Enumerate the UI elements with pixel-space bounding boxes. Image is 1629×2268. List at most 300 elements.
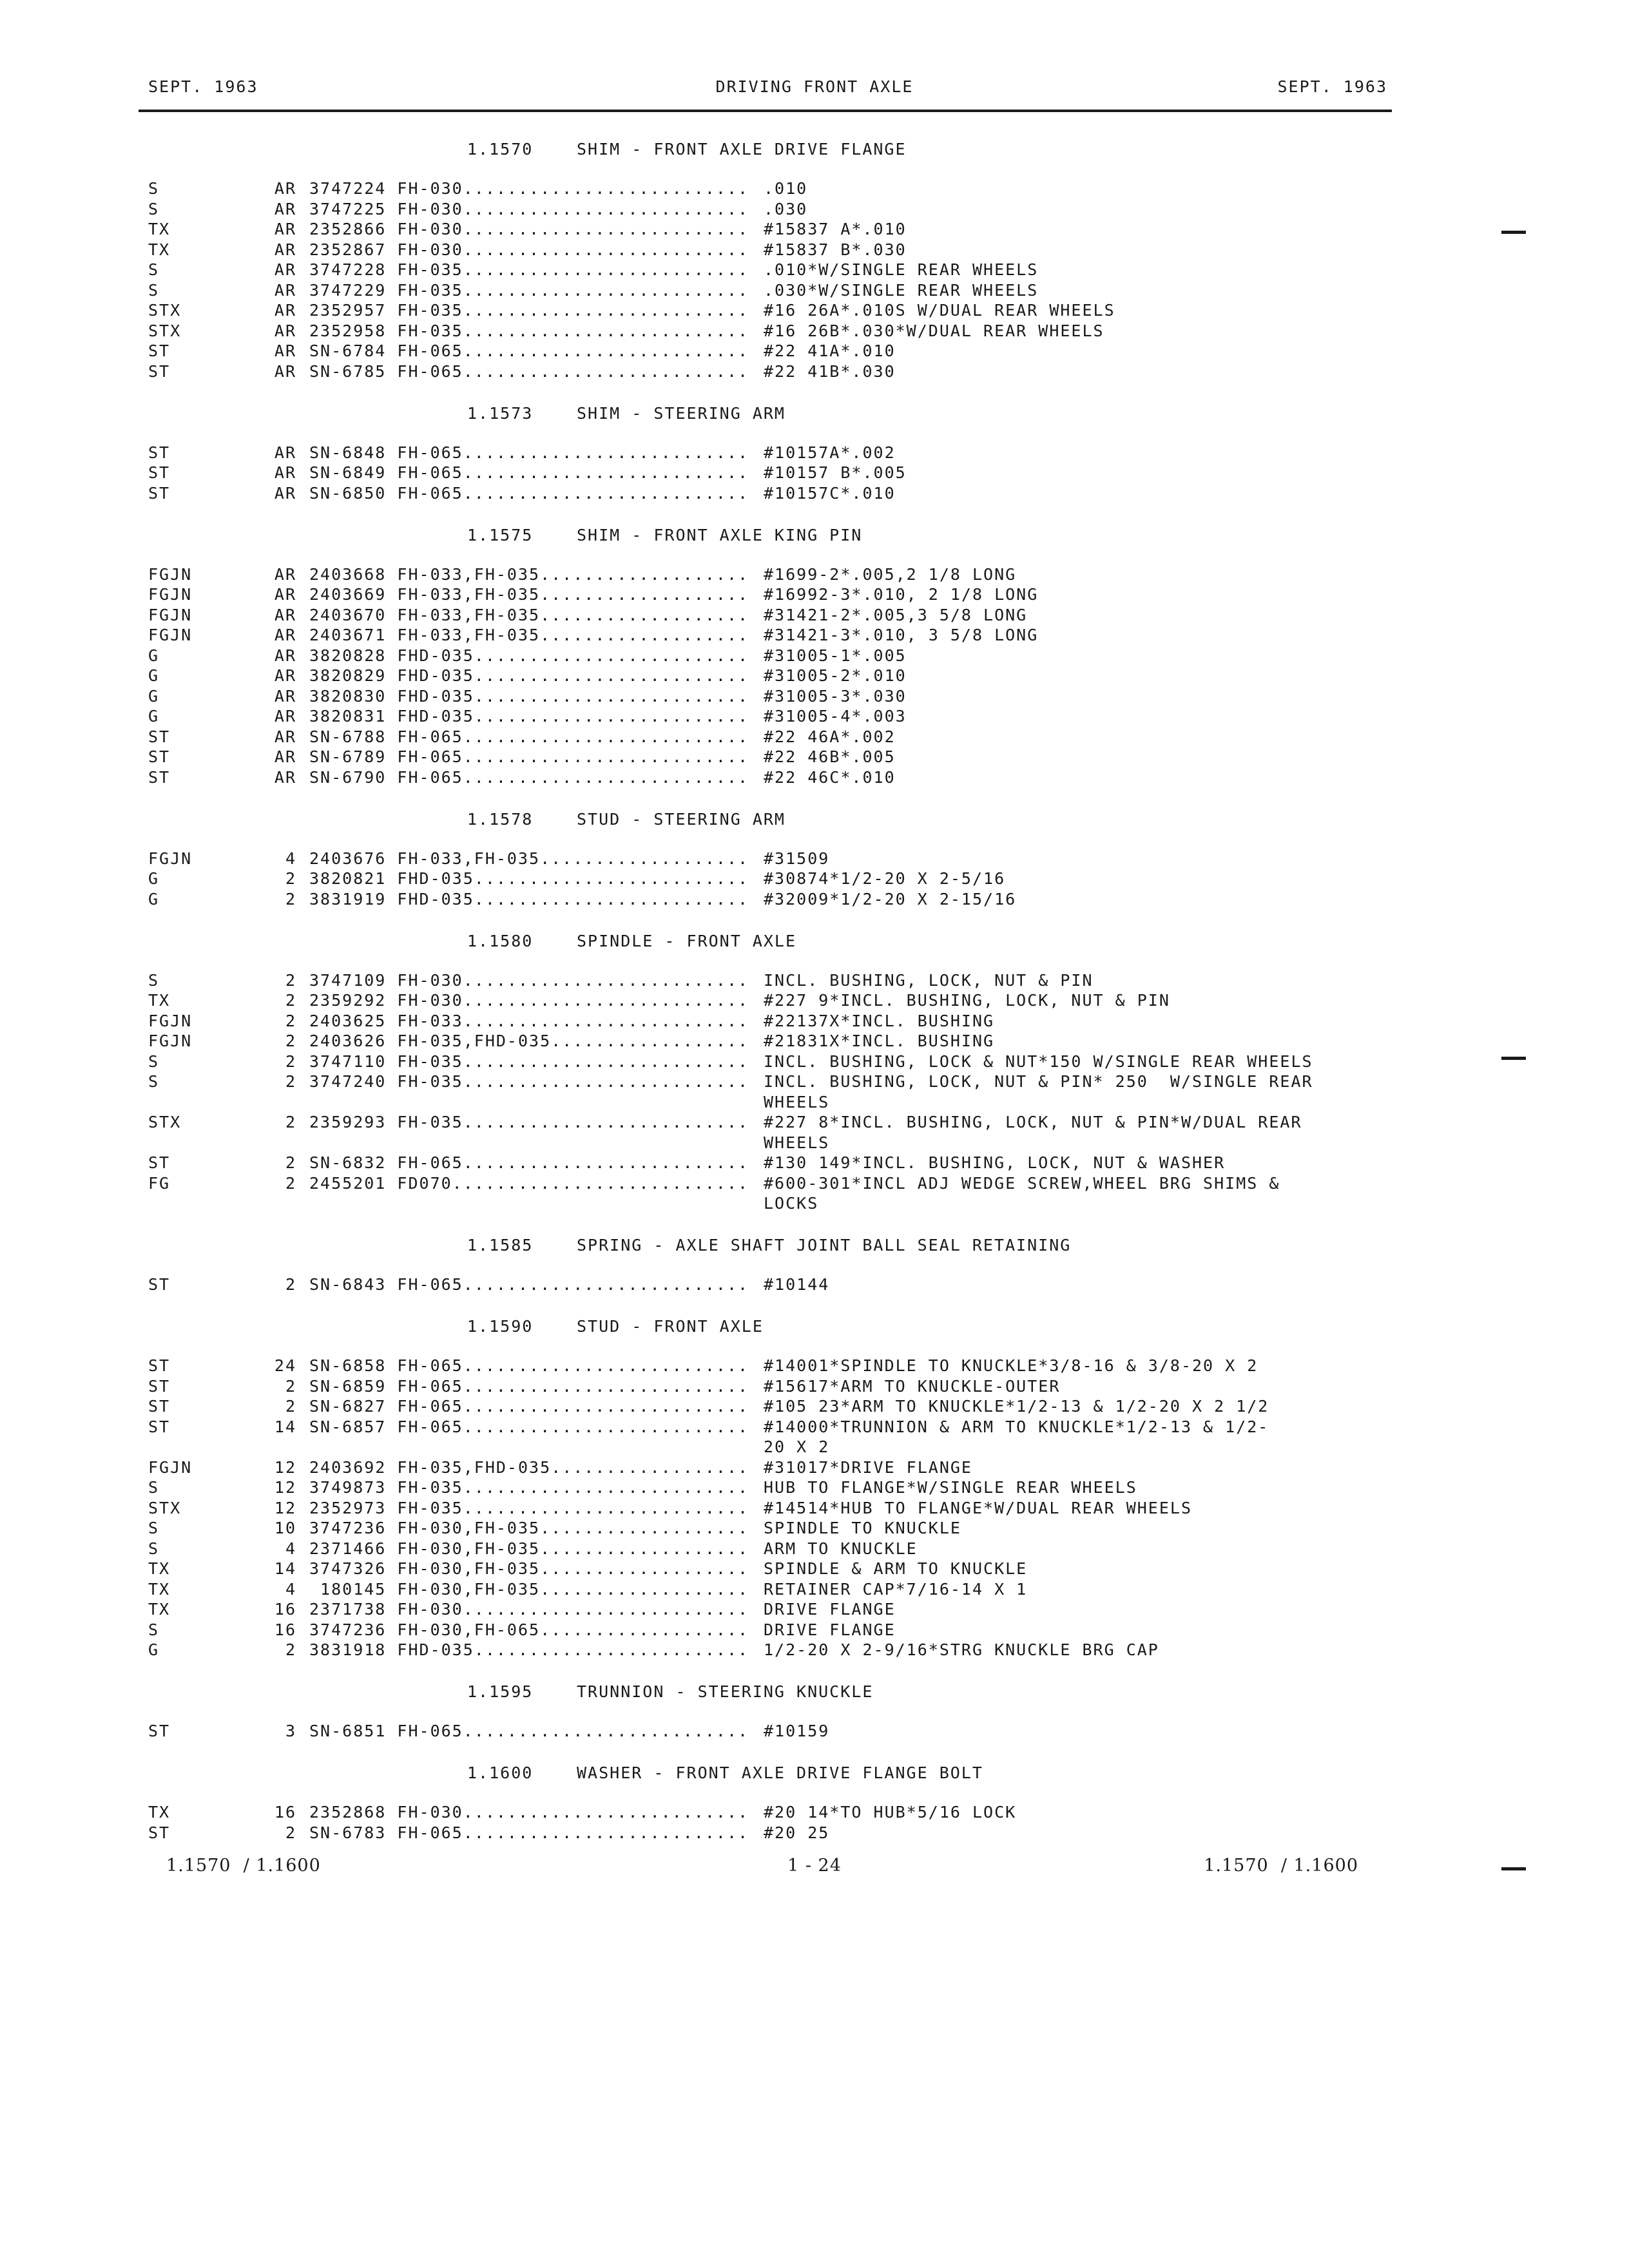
part-row: [0, 300, 1629, 321]
part-description: #130 149*INCL. BUSHING, LOCK, NUT & WASHER: [764, 1153, 1226, 1172]
section-spacer: [0, 787, 1629, 808]
quantity: AR: [274, 564, 296, 584]
quantity: 2: [285, 1173, 296, 1193]
part-description: ARM TO KNUCKLE: [764, 1539, 918, 1558]
section-heading: [0, 402, 1629, 443]
quantity: 4: [285, 1539, 296, 1558]
model-code: S: [148, 260, 160, 279]
part-number-text: 2359292 FH-030: [309, 991, 463, 1010]
leader-dots: .........................: [474, 666, 749, 685]
leader-dots: ..........................: [463, 260, 749, 279]
part-number: [309, 1559, 749, 1579]
model-code: FGJN: [148, 849, 193, 868]
leader-dots: ..........................: [463, 1823, 749, 1842]
section-title: SPINDLE - FRONT AXLE: [577, 931, 797, 950]
part-number: [309, 219, 749, 240]
part-number-text: SN-6848 FH-065: [309, 443, 463, 462]
part-row: [0, 483, 1629, 504]
header-date-left: SEPT. 1963: [148, 77, 258, 96]
part-number: [309, 605, 749, 626]
section-number: 1.1573: [467, 403, 534, 423]
model-code: STX: [148, 1113, 182, 1131]
part-description: HUB TO FLANGE*W/SINGLE REAR WHEELS: [764, 1478, 1137, 1497]
section-title: WASHER - FRONT AXLE DRIVE FLANGE BOLT: [577, 1763, 983, 1782]
part-description: DRIVE FLANGE: [764, 1620, 896, 1639]
quantity: 24: [274, 1356, 296, 1375]
quantity: 14: [274, 1417, 296, 1436]
part-row: [0, 727, 1629, 747]
model-code: G: [148, 686, 160, 706]
part-number-text: 3831918 FHD-035: [309, 1640, 474, 1659]
part-number-text: SN-6788 FH-065: [309, 727, 463, 746]
quantity: AR: [274, 605, 296, 624]
model-code: ST: [148, 1376, 171, 1396]
part-row: [0, 767, 1629, 788]
section-title: SPRING - AXLE SHAFT JOINT BALL SEAL RETAINING: [577, 1236, 1072, 1254]
section-number: 1.1575: [467, 525, 534, 544]
part-number: [309, 1579, 749, 1600]
leader-dots: ..........................: [463, 280, 749, 300]
part-row: [0, 1376, 1629, 1397]
leader-dots: ..................: [551, 1457, 749, 1477]
leader-dots: ..........................: [463, 1803, 749, 1821]
part-description: #16 26A*.010S W/DUAL REAR WHEELS: [764, 301, 1115, 320]
model-code: ST: [148, 1417, 171, 1436]
part-number-text: SN-6785 FH-065: [309, 361, 463, 381]
leader-dots: ...................: [540, 1539, 749, 1558]
section-spacer: [0, 381, 1629, 402]
part-description: #600-301*INCL ADJ WEDGE SCREW,WHEEL BRG SHIMS &: [764, 1173, 1280, 1193]
part-row: [0, 849, 1629, 869]
part-number: [309, 463, 749, 483]
part-description-cont: WHEELS: [764, 1133, 830, 1152]
leader-dots: ..........................: [463, 483, 749, 503]
section-title: SHIM - STEERING ARM: [577, 403, 786, 423]
part-description: #10159: [764, 1722, 830, 1740]
part-number-text: SN-6790 FH-065: [309, 767, 463, 787]
part-row: [0, 1072, 1629, 1092]
part-number-text: 2403626 FH-035,FHD-035: [309, 1032, 552, 1050]
leader-dots: ...........................: [452, 1173, 749, 1193]
part-row: [0, 970, 1629, 991]
part-row: [0, 584, 1629, 605]
part-row: [0, 443, 1629, 463]
leader-dots: ...................: [540, 564, 749, 584]
leader-dots: ..........................: [463, 321, 749, 340]
part-number-text: 2403668 FH-033,FH-035: [309, 564, 541, 584]
description-continuation: [0, 1092, 1629, 1113]
part-number: [309, 625, 749, 646]
part-number: [309, 666, 749, 686]
quantity: 2: [285, 1376, 296, 1396]
part-description: #31005-3*.030: [764, 686, 907, 706]
part-row: [0, 280, 1629, 301]
part-number-text: SN-6850 FH-065: [309, 483, 463, 503]
part-row: [0, 1823, 1629, 1843]
part-row: [0, 646, 1629, 666]
footer-page-number: 1 - 24: [787, 1856, 842, 1876]
section-heading: [0, 524, 1629, 564]
part-row: [0, 1498, 1629, 1519]
leader-dots: ...................: [540, 849, 749, 868]
leader-dots: ...................: [540, 605, 749, 624]
part-description: #16992-3*.010, 2 1/8 LONG: [764, 585, 1039, 604]
part-number-text: 3820830 FHD-035: [309, 686, 474, 706]
part-row: [0, 1112, 1629, 1133]
quantity: 2: [285, 869, 296, 888]
part-number: [309, 260, 749, 280]
quantity: AR: [274, 280, 296, 300]
part-number: [309, 1539, 749, 1559]
model-code: ST: [148, 1275, 171, 1294]
parts-section: [0, 1234, 1629, 1315]
quantity: 12: [274, 1498, 296, 1517]
section-heading: [0, 1234, 1629, 1274]
part-number-text: 3747240 FH-035: [309, 1072, 463, 1091]
leader-dots: ..........................: [463, 240, 749, 259]
part-number: [309, 443, 749, 463]
model-code: FGJN: [148, 605, 193, 624]
part-row: [0, 747, 1629, 767]
part-description: INCL. BUSHING, LOCK, NUT & PIN: [764, 970, 1094, 990]
model-code: FG: [148, 1173, 171, 1193]
leader-dots: ..........................: [463, 1397, 749, 1416]
leader-dots: .........................: [474, 869, 749, 888]
part-number: [309, 1620, 749, 1640]
leader-dots: ...................: [540, 1559, 749, 1578]
margin-mark: [1501, 231, 1526, 234]
quantity: AR: [274, 626, 296, 644]
leader-dots: ..........................: [463, 970, 749, 990]
part-number: [309, 1376, 749, 1397]
part-number-text: 2359293 FH-035: [309, 1113, 463, 1131]
section-heading: [0, 1315, 1629, 1356]
quantity: 4: [285, 849, 296, 868]
section-heading: [0, 138, 1629, 178]
section-number: 1.1578: [467, 809, 534, 829]
part-number-text: 2403625 FH-033: [309, 1011, 463, 1030]
part-number-text: 3747228 FH-035: [309, 260, 463, 279]
quantity: 2: [285, 991, 296, 1010]
part-number: [309, 706, 749, 727]
model-code: ST: [148, 767, 171, 787]
part-row: [0, 1457, 1629, 1478]
part-number-text: 2352866 FH-030: [309, 220, 463, 238]
leader-dots: ..........................: [463, 1498, 749, 1517]
leader-dots: ..........................: [463, 220, 749, 238]
parts-section: [0, 1315, 1629, 1680]
part-description: .010: [764, 179, 808, 198]
part-description: #30874*1/2-20 X 2-5/16: [764, 869, 1006, 888]
model-code: TX: [148, 991, 171, 1010]
part-description: #1699-2*.005,2 1/8 LONG: [764, 564, 1017, 584]
quantity: AR: [274, 666, 296, 685]
section-spacer: [0, 1295, 1629, 1316]
model-code: G: [148, 889, 160, 908]
quantity: AR: [274, 707, 296, 726]
leader-dots: ...................: [540, 1519, 749, 1537]
part-description: .030*W/SINGLE REAR WHEELS: [764, 280, 1039, 300]
part-description: #21831X*INCL. BUSHING: [764, 1032, 995, 1050]
quantity: 16: [274, 1600, 296, 1619]
model-code: ST: [148, 443, 171, 462]
part-number: [309, 1052, 749, 1072]
model-code: FGJN: [148, 1032, 193, 1050]
leader-dots: ...................: [540, 1579, 749, 1599]
part-row: [0, 1011, 1629, 1032]
part-row: [0, 666, 1629, 686]
part-number: [309, 240, 749, 260]
section-title: TRUNNION - STEERING KNUCKLE: [577, 1682, 874, 1701]
model-code: FGJN: [148, 1011, 193, 1030]
part-number: [309, 1356, 749, 1376]
part-row: [0, 1620, 1629, 1640]
part-row: [0, 463, 1629, 483]
parts-section: [0, 808, 1629, 930]
part-description: #10144: [764, 1275, 830, 1294]
model-code: FGJN: [148, 564, 193, 584]
part-number: [309, 1417, 749, 1437]
model-code: TX: [148, 1803, 171, 1821]
model-code: STX: [148, 321, 182, 340]
model-code: STX: [148, 1498, 182, 1517]
part-number-text: SN-6859 FH-065: [309, 1376, 463, 1396]
model-code: G: [148, 1640, 160, 1659]
part-number: [309, 1153, 749, 1173]
part-number: [309, 1498, 749, 1519]
part-number-text: SN-6784 FH-065: [309, 341, 463, 360]
parts-section: [0, 138, 1629, 402]
part-number: [309, 1518, 749, 1539]
section-heading: [0, 808, 1629, 849]
section-spacer: [0, 503, 1629, 524]
model-code: ST: [148, 1356, 171, 1375]
part-number: [309, 1274, 749, 1295]
model-code: ST: [148, 361, 171, 381]
part-row: [0, 889, 1629, 910]
quantity: AR: [274, 585, 296, 604]
model-code: ST: [148, 341, 171, 360]
part-row: [0, 1721, 1629, 1742]
model-code: S: [148, 970, 160, 990]
parts-section: [0, 402, 1629, 524]
part-description: 1/2-20 X 2-9/16*STRG KNUCKLE BRG CAP: [764, 1640, 1159, 1659]
part-number-text: 2403671 FH-033,FH-035: [309, 626, 541, 644]
part-number: [309, 1457, 749, 1478]
leader-dots: ..........................: [463, 361, 749, 381]
part-number-text: 3747229 FH-035: [309, 280, 463, 300]
leader-dots: ..........................: [463, 443, 749, 462]
part-description: #31005-1*.005: [764, 646, 907, 665]
part-row: [0, 990, 1629, 1011]
section-number: 1.1570: [467, 140, 534, 159]
part-row: [0, 219, 1629, 240]
model-code: TX: [148, 220, 171, 238]
part-description: .030: [764, 199, 808, 218]
part-number-text: 2403669 FH-033,FH-035: [309, 585, 541, 604]
quantity: 2: [285, 1011, 296, 1030]
leader-dots: ..........................: [463, 1153, 749, 1172]
quantity: AR: [274, 767, 296, 787]
margin-mark: [1501, 1867, 1526, 1870]
part-row: [0, 321, 1629, 341]
quantity: AR: [274, 321, 296, 340]
part-description: RETAINER CAP*7/16-14 X 1: [764, 1579, 1028, 1599]
leader-dots: ...................: [540, 585, 749, 604]
model-code: S: [148, 1519, 160, 1537]
part-description: #105 23*ARM TO KNUCKLE*1/2-13 & 1/2-20 X 2 1/2: [764, 1397, 1269, 1416]
part-number: [309, 1477, 749, 1498]
header-date-right: SEPT. 1963: [1277, 77, 1387, 96]
part-description: #16 26B*.030*W/DUAL REAR WHEELS: [764, 321, 1104, 340]
part-row: [0, 1356, 1629, 1376]
part-row: [0, 1417, 1629, 1437]
leader-dots: ..........................: [463, 1356, 749, 1375]
part-number: [309, 584, 749, 605]
parts-section: [0, 930, 1629, 1235]
quantity: 2: [285, 1052, 296, 1071]
part-number: [309, 280, 749, 301]
leader-dots: ..........................: [463, 1113, 749, 1131]
leader-dots: ..........................: [463, 991, 749, 1010]
section-title: STUD - STEERING ARM: [577, 809, 786, 829]
leader-dots: ..................: [551, 1032, 749, 1050]
section-title: STUD - FRONT AXLE: [577, 1317, 764, 1336]
model-code: ST: [148, 1823, 171, 1842]
quantity: 12: [274, 1478, 296, 1497]
quantity: AR: [274, 747, 296, 766]
quantity: 14: [274, 1559, 296, 1578]
quantity: 4: [285, 1579, 296, 1599]
part-number-text: 3747326 FH-030,FH-035: [309, 1559, 541, 1578]
part-description: #22 46B*.005: [764, 747, 896, 766]
part-description: INCL. BUSHING, LOCK, NUT & PIN* 250 W/SINGLE REAR: [764, 1072, 1313, 1091]
model-code: S: [148, 280, 160, 300]
part-number-text: 2403676 FH-033,FH-035: [309, 849, 541, 868]
part-number: [309, 564, 749, 585]
part-description: #22137X*INCL. BUSHING: [764, 1011, 995, 1030]
part-number-text: 3747109 FH-030: [309, 970, 463, 990]
quantity: 10: [274, 1519, 296, 1537]
part-number: [309, 1640, 749, 1660]
leader-dots: ..........................: [463, 341, 749, 360]
part-description: SPINDLE TO KNUCKLE: [764, 1519, 961, 1537]
part-row: [0, 361, 1629, 382]
part-number-text: 2371738 FH-030: [309, 1600, 463, 1619]
part-number: [309, 646, 749, 666]
model-code: ST: [148, 483, 171, 503]
part-description: #22 46C*.010: [764, 767, 896, 787]
part-number-text: 3747110 FH-035: [309, 1052, 463, 1071]
part-description: DRIVE FLANGE: [764, 1600, 896, 1619]
quantity: AR: [274, 646, 296, 665]
part-number-text: SN-6789 FH-065: [309, 747, 463, 766]
parts-section: [0, 524, 1629, 808]
part-number-text: SN-6849 FH-065: [309, 463, 463, 482]
quantity: AR: [274, 240, 296, 259]
part-number: [309, 361, 749, 382]
part-number-text: SN-6857 FH-065: [309, 1417, 463, 1436]
leader-dots: ...................: [540, 626, 749, 644]
part-number-text: 3820828 FHD-035: [309, 646, 474, 665]
part-description: #15837 A*.010: [764, 220, 907, 238]
part-description: #31005-4*.003: [764, 707, 907, 726]
part-row: [0, 1153, 1629, 1173]
quantity: 2: [285, 1640, 296, 1659]
section-title: SHIM - FRONT AXLE DRIVE FLANGE: [577, 140, 907, 159]
quantity: AR: [274, 361, 296, 381]
model-code: ST: [148, 463, 171, 482]
leader-dots: .........................: [474, 707, 749, 726]
part-description: #14514*HUB TO FLANGE*W/DUAL REAR WHEELS: [764, 1498, 1192, 1517]
part-description: #20 14*TO HUB*5/16 LOCK: [764, 1803, 1017, 1821]
part-number-text: 3749873 FH-035: [309, 1478, 463, 1497]
section-heading: [0, 1680, 1629, 1721]
quantity: AR: [274, 179, 296, 198]
part-number: [309, 1011, 749, 1032]
part-row: [0, 1579, 1629, 1600]
part-number: [309, 1072, 749, 1092]
part-row: [0, 1559, 1629, 1579]
part-description: #20 25: [764, 1823, 830, 1842]
part-number: [309, 990, 749, 1011]
parts-section: [0, 1680, 1629, 1762]
part-number: [309, 1396, 749, 1417]
quantity: 2: [285, 970, 296, 990]
part-number: [309, 849, 749, 869]
leader-dots: ..........................: [463, 1376, 749, 1396]
part-number-text: 3820831 FHD-035: [309, 707, 474, 726]
model-code: FGJN: [148, 585, 193, 604]
model-code: FGJN: [148, 1457, 193, 1477]
section-heading: [0, 1762, 1629, 1802]
part-number-text: 3831919 FHD-035: [309, 889, 474, 908]
section-number: 1.1580: [467, 931, 534, 950]
part-number-text: 2455201 FD070: [309, 1173, 452, 1193]
leader-dots: ..........................: [463, 179, 749, 198]
description-continuation: [0, 1193, 1629, 1214]
part-row: [0, 1477, 1629, 1498]
part-row: [0, 341, 1629, 361]
part-number-text: 2352867 FH-030: [309, 240, 463, 259]
part-number-text: SN-6843 FH-065: [309, 1275, 463, 1294]
quantity: AR: [274, 301, 296, 320]
part-description: #10157 B*.005: [764, 463, 907, 482]
part-row: [0, 706, 1629, 727]
model-code: G: [148, 646, 160, 665]
part-description: #31421-2*.005,3 5/8 LONG: [764, 605, 1028, 624]
section-number: 1.1600: [467, 1763, 534, 1782]
part-number: [309, 1721, 749, 1742]
part-description: #15617*ARM TO KNUCKLE-OUTER: [764, 1376, 1061, 1396]
part-description: #32009*1/2-20 X 2-15/16: [764, 889, 1017, 908]
part-row: [0, 1599, 1629, 1620]
leader-dots: ..........................: [463, 1275, 749, 1294]
part-row: [0, 564, 1629, 585]
part-description: #22 41B*.030: [764, 361, 896, 381]
model-code: S: [148, 1072, 160, 1091]
leader-dots: .........................: [474, 646, 749, 665]
part-number: [309, 686, 749, 707]
leader-dots: ..........................: [463, 747, 749, 766]
leader-dots: ..........................: [463, 1011, 749, 1030]
model-code: S: [148, 1478, 160, 1497]
section-heading: [0, 930, 1629, 970]
part-description: #22 46A*.002: [764, 727, 896, 746]
part-number-text: 3820821 FHD-035: [309, 869, 474, 888]
part-description: #31509: [764, 849, 830, 868]
leader-dots: ..........................: [463, 1072, 749, 1091]
